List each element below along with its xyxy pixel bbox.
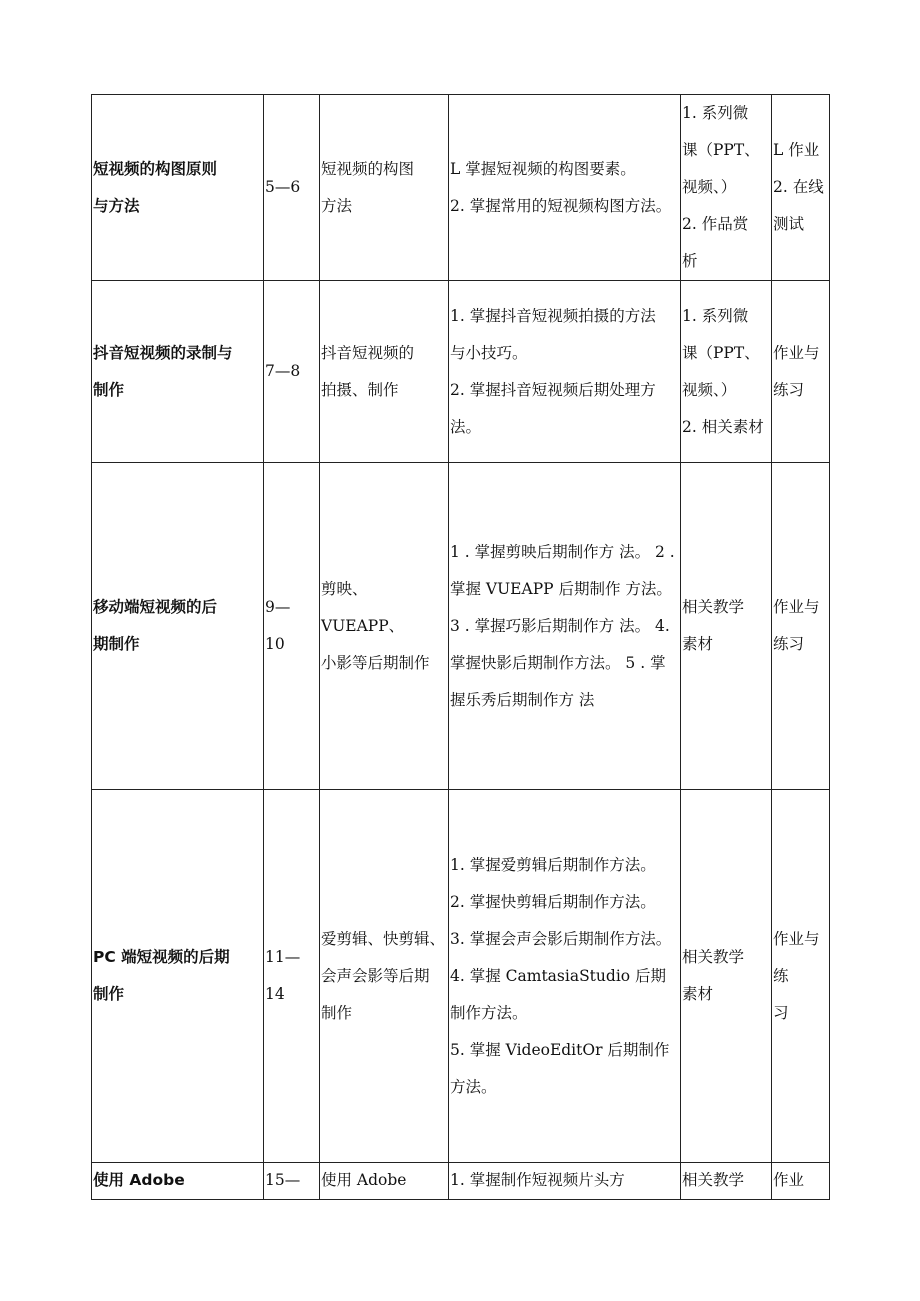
content-cell: 爱剪辑、快剪辑、 会声会影等后期 制作 (320, 790, 449, 1163)
table-row (92, 1163, 830, 1200)
resources-cell: 相关教学 素材 (681, 463, 772, 790)
topic-cell: 短视频的构图原则 与方法 (92, 95, 264, 281)
requirements-cell (449, 463, 681, 790)
assessment-cell: L 作业 2. 在线 测试 (772, 95, 830, 281)
assessment-cell: 作业与 练习 (772, 281, 830, 463)
weeks-cell: 5—6 (264, 95, 320, 281)
resources-cell: 1. 系列微 课（PPT、 视频、） 2. 相关素材 (681, 281, 772, 463)
resources-cell: 相关教学 素材 (681, 790, 772, 1163)
weeks-cell: 9— 10 (264, 463, 320, 790)
requirements-cell: 1. 掌握制作短视频片头方 (449, 1163, 681, 1200)
resources-cell: 相关教学 (681, 1163, 772, 1200)
assessment-cell: 作业与 练 习 (772, 790, 830, 1163)
requirements-text: 1 . 掌握剪映后期制作方 法。 2 . 掌握 VUEAPP 后期制作 方法。 3 . 掌握巧影后期制作方 法。 4. 掌握快影后期制作方法。 5 . 掌握乐秀后期制作方 法 (450, 542, 675, 709)
resources-cell: 1. 系列微 课（PPT、 视频、） 2. 作品赏 析 (681, 95, 772, 281)
content-cell: 剪映、VUEAPP、 小影等后期制作 (320, 463, 449, 790)
topic-cell: 移动端短视频的后 期制作 (92, 463, 264, 790)
weeks-cell: 11— 14 (264, 790, 320, 1163)
assessment-cell: 作业 (772, 1163, 830, 1200)
table-row (92, 95, 830, 281)
content-cell: 使用 Adobe (320, 1163, 449, 1200)
course-table (91, 94, 830, 1200)
table-row (92, 281, 830, 463)
weeks-cell: 15— (264, 1163, 320, 1200)
table-row (92, 790, 830, 1163)
topic-cell: 使用 Adobe (92, 1163, 264, 1200)
requirements-cell: 1. 掌握抖音短视频拍摄的方法 与小技巧。 2. 掌握抖音短视频后期处理方 法。 (449, 281, 681, 463)
topic-cell: PC 端短视频的后期 制作 (92, 790, 264, 1163)
table-row (92, 463, 830, 790)
content-cell: 短视频的构图 方法 (320, 95, 449, 281)
content-cell: 抖音短视频的 拍摄、制作 (320, 281, 449, 463)
weeks-cell: 7—8 (264, 281, 320, 463)
requirements-cell: 1. 掌握爱剪辑后期制作方法。 2. 掌握快剪辑后期制作方法。 3. 掌握会声会影后期制作方法。 4. 掌握 CamtasiaStudio 后期 制作方法。 5. 掌握 VideoEditOr 后期制作 方法。 (449, 790, 681, 1163)
requirements-cell: L 掌握短视频的构图要素。 2. 掌握常用的短视频构图方法。 (449, 95, 681, 281)
assessment-cell: 作业与 练习 (772, 463, 830, 790)
topic-cell: 抖音短视频的录制与 制作 (92, 281, 264, 463)
